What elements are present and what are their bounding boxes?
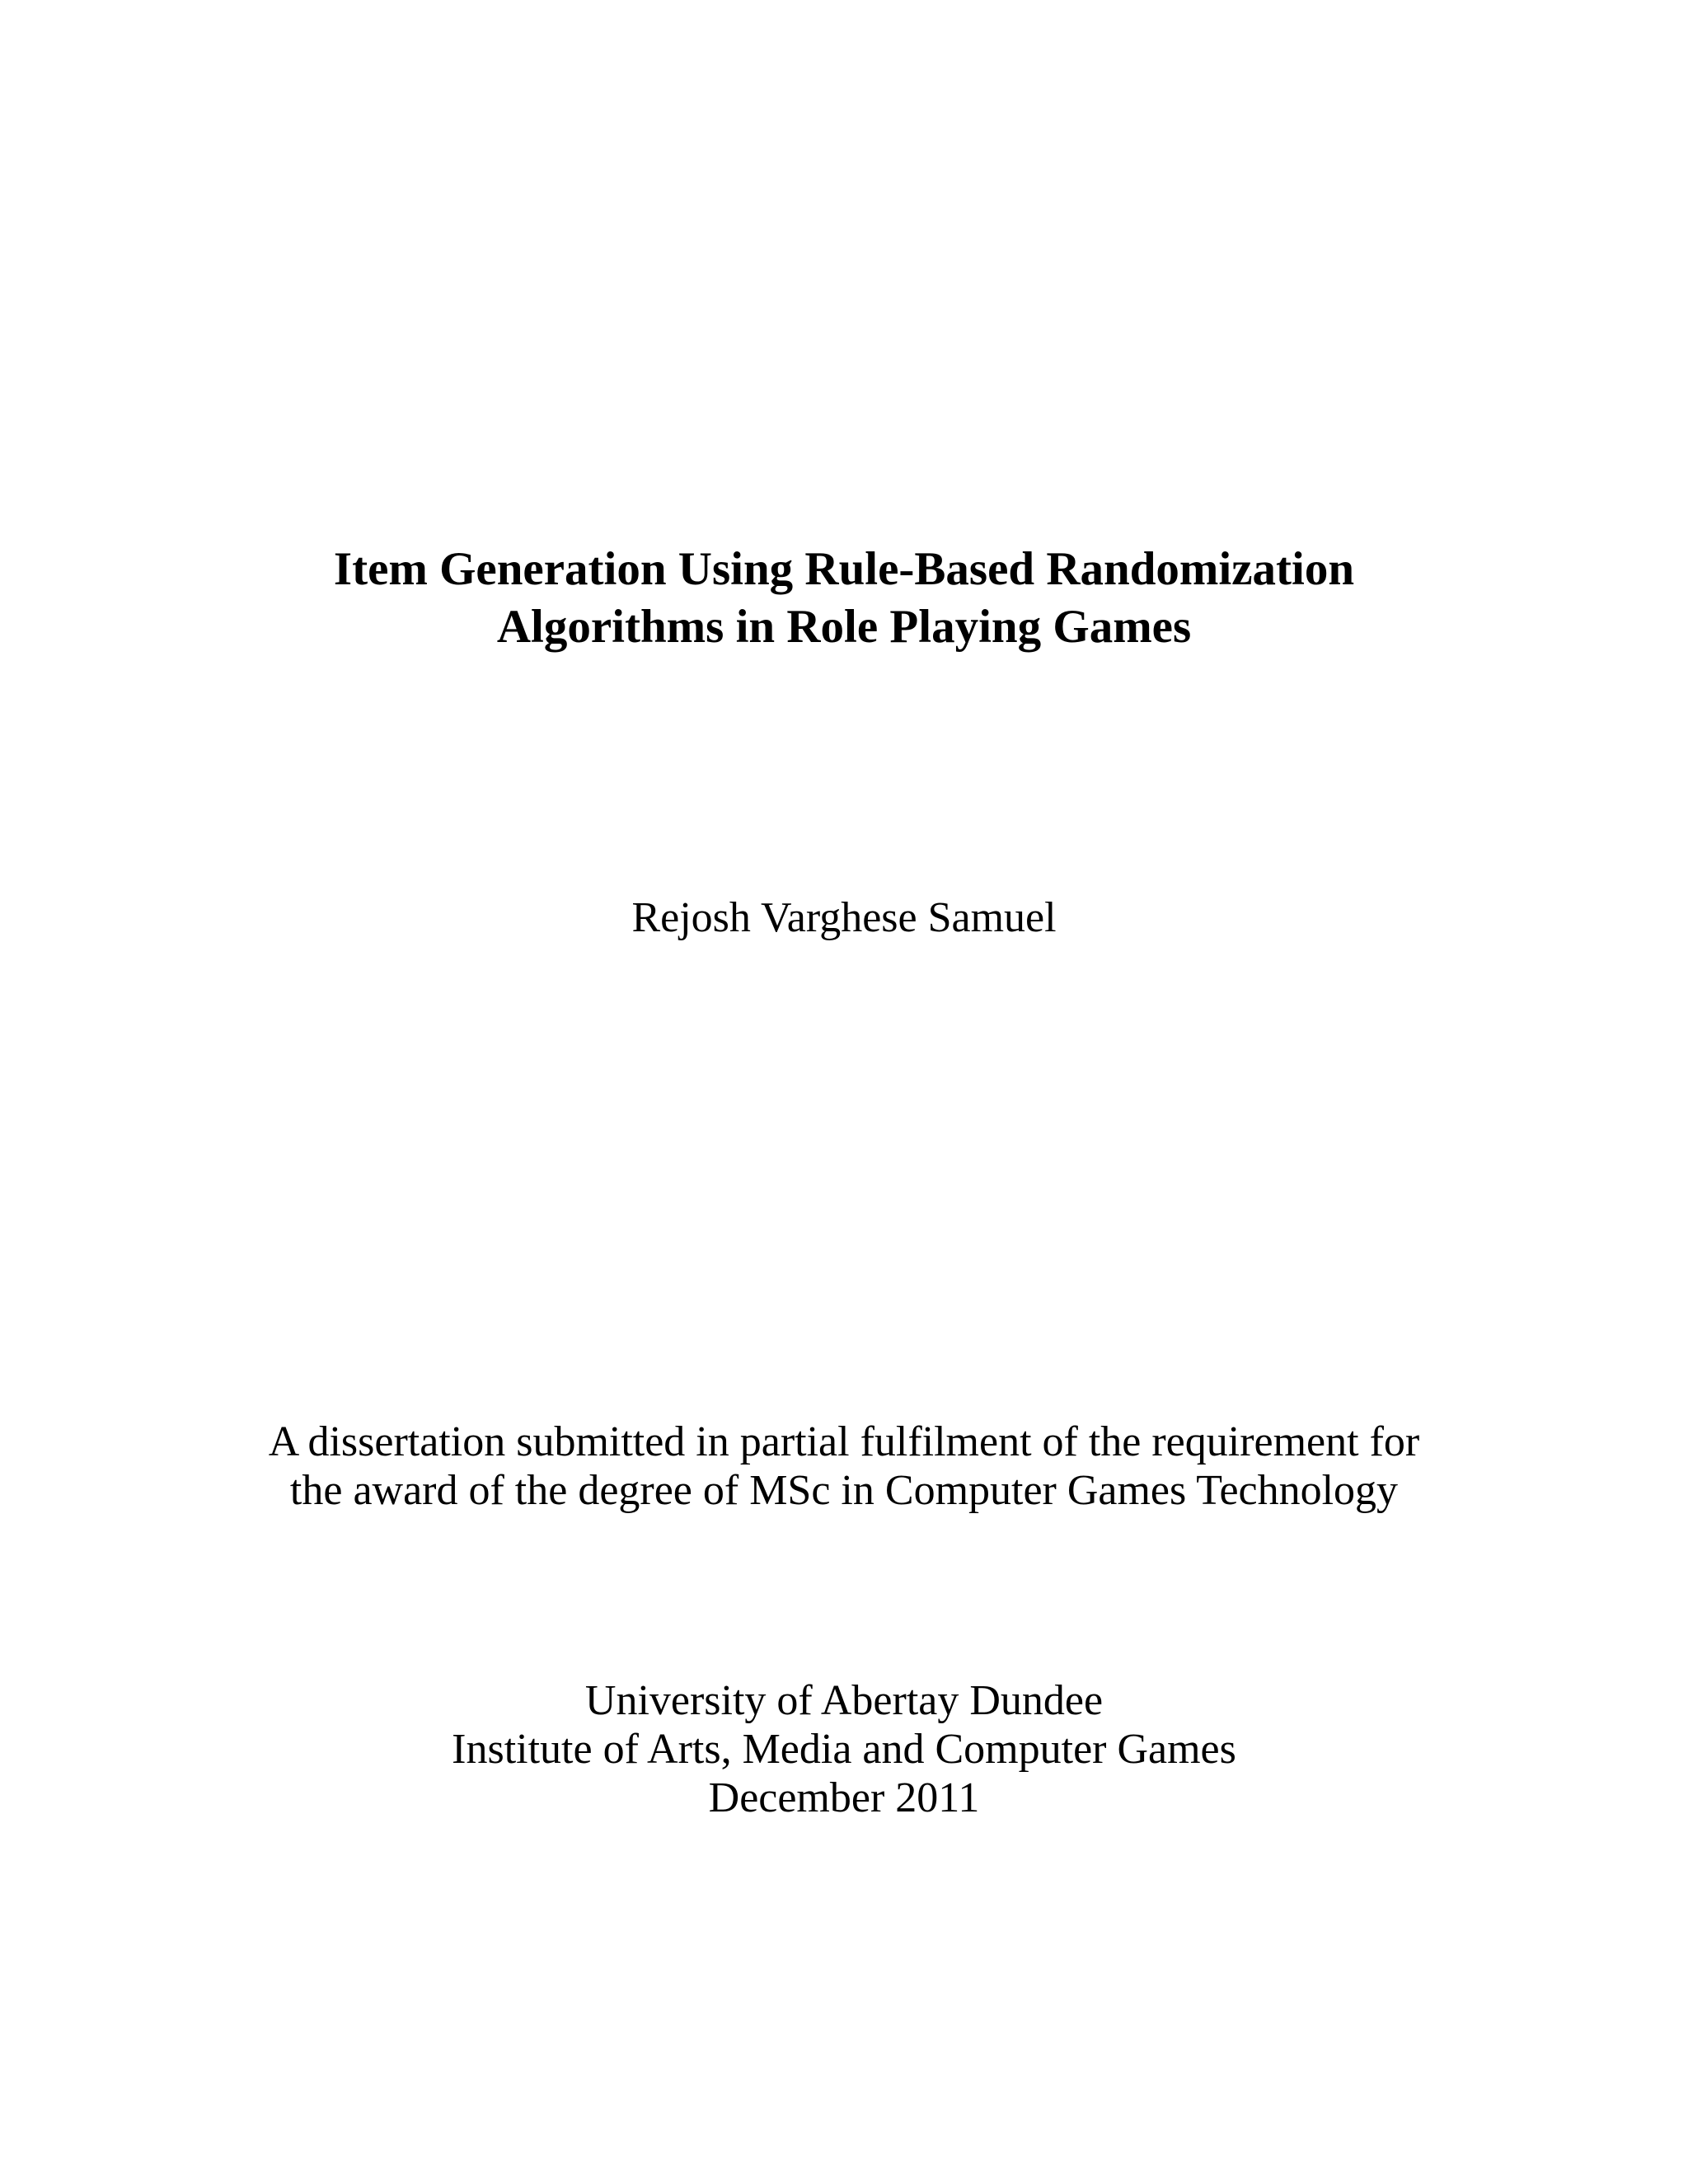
submission-date: December 2011 — [708, 1774, 980, 1821]
degree-statement-line-1: A dissertation submitted in partial fulfilment of the requirement for — [268, 1418, 1420, 1465]
university-name: University of Abertay Dundee — [584, 1677, 1104, 1724]
degree-statement-line-2: the award of the degree of MSc in Computer Games Technology — [289, 1467, 1399, 1514]
institute-name: Institute of Arts, Media and Computer Games — [452, 1726, 1236, 1773]
author-name: Rejosh Varghese Samuel — [631, 894, 1057, 941]
thesis-title-line-2: Algorithms in Role Playing Games — [496, 601, 1192, 653]
thesis-title-line-1: Item Generation Using Rule-Based Randomization — [333, 543, 1355, 595]
